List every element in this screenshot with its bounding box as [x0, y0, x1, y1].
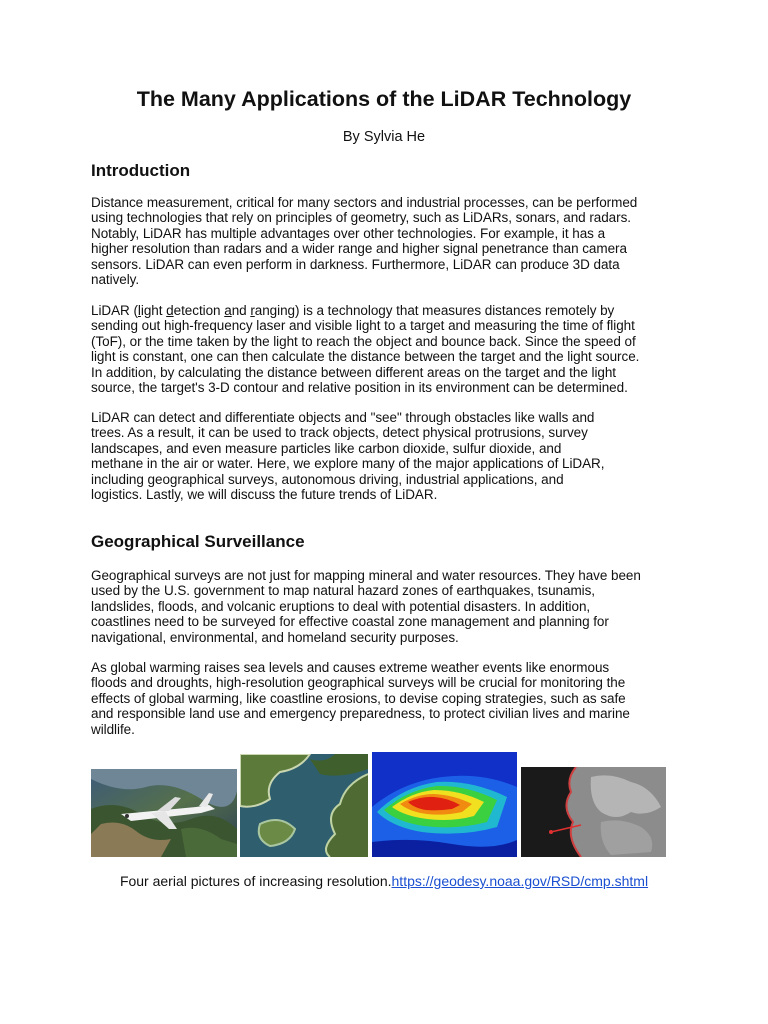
intro-paragraph-1: [91, 195, 677, 287]
underlined-letter: d: [166, 303, 174, 318]
text-line: coastlines need to be surveyed for effective coastal zone management and planning for: [91, 614, 609, 630]
aerial-photo-airplane: [91, 769, 237, 857]
text-line: floods and droughts, high-resolution geographical surveys will be crucial for monitoring the: [91, 675, 626, 691]
aerial-photo-grayscale: [521, 767, 666, 857]
text-line: Geographical surveys are not just for mapping mineral and water resources. They have been: [91, 568, 641, 583]
text-run: ight: [140, 303, 167, 318]
text-line: navigational, environmental, and homeland security purposes.: [91, 629, 459, 645]
text-line: sensors. LiDAR can even perform in darkness. Furthermore, LiDAR can produce 3D data: [91, 256, 620, 272]
text-line: [91, 303, 677, 318]
text-line: wildlife.: [91, 721, 135, 737]
text-run: nd: [231, 303, 251, 318]
text-line: higher resolution than radars and a wider range and higher signal penetrance than camera: [91, 241, 627, 257]
text-line: In addition, by calculating the distance between different areas on the target and the light: [91, 364, 617, 380]
text-line: including geographical surveys, autonomous driving, industrial applications, and: [91, 471, 564, 487]
text-line: light is constant, one can then calculate the distance between the target and the light source.: [91, 349, 640, 365]
aerial-photo-coastline: [240, 754, 368, 857]
text-line: Distance measurement, critical for many sectors and industrial processes, can be performed: [91, 195, 638, 210]
text-line: using technologies that rely on principles of geometry, such as LiDARs, sonars, and radars.: [91, 210, 631, 226]
geographical-surveillance-heading: Geographical Surveillance: [91, 532, 305, 551]
introduction-heading: Introduction: [91, 161, 191, 180]
text-line: used by the U.S. government to map natural hazard zones of earthquakes, tsunamis,: [91, 583, 595, 599]
text-line: methane in the air or water. Here, we explore many of the major applications of LiDAR,: [91, 456, 605, 472]
text-line: (ToF), or the time taken by the light to reach the object and bounce back. Since the speed of: [91, 333, 636, 349]
text-line: logistics. Lastly, we will discuss the future trends of LiDAR.: [91, 487, 438, 503]
geo-paragraph-1: [91, 568, 677, 645]
lidar-elevation-map: [372, 752, 517, 857]
underlined-letter: r: [250, 303, 255, 318]
text-run: anging) is a technology that measures distances remotely by: [254, 303, 615, 318]
caption-source-link[interactable]: https://geodesy.noaa.gov/RSD/cmp.shtml: [391, 873, 649, 889]
text-line: landslides, floods, and volcanic eruptions to deal with potential disasters. In addition,: [91, 598, 591, 614]
intro-paragraph-2: [91, 303, 677, 395]
text-line: natively.: [91, 272, 140, 288]
figure-caption: [91, 872, 677, 890]
text-line: LiDAR can detect and differentiate objects and "see" through obstacles like walls and: [91, 410, 595, 425]
text-line: sending out high-frequency laser and visible light to a target and measuring the time of flight: [91, 318, 635, 334]
text-run: etection: [173, 303, 225, 318]
text-line: source, the target's 3-D contour and relative position in its environment can be determined.: [91, 380, 628, 396]
intro-paragraph-3: [91, 410, 677, 502]
geo-paragraph-2: [91, 660, 677, 737]
text-line: effects of global warming, like coastline erosions, to devise coping strategies, such as safe: [91, 690, 626, 706]
underlined-letter: l: [137, 303, 141, 318]
text-line: and responsible land use and emergency preparedness, to protect civilian lives and marine: [91, 706, 630, 722]
text-run: LiDAR (: [91, 303, 138, 318]
text-line: trees. As a result, it can be used to track objects, detect physical protrusions, survey: [91, 425, 588, 441]
text-line: Notably, LiDAR has multiple advantages over other technologies. For example, it has a: [91, 225, 606, 241]
text-line: As global warming raises sea levels and causes extreme weather events like enormous: [91, 660, 610, 675]
text-line: landscapes, and even measure particles like carbon dioxide, sulfur dioxide, and: [91, 440, 562, 456]
underlined-letter: a: [224, 303, 232, 318]
author-byline: By Sylvia He: [342, 129, 426, 145]
caption-text: Four aerial pictures of increasing resolution.: [119, 873, 392, 889]
document-title: The Many Applications of the LiDAR Technology: [136, 87, 632, 111]
